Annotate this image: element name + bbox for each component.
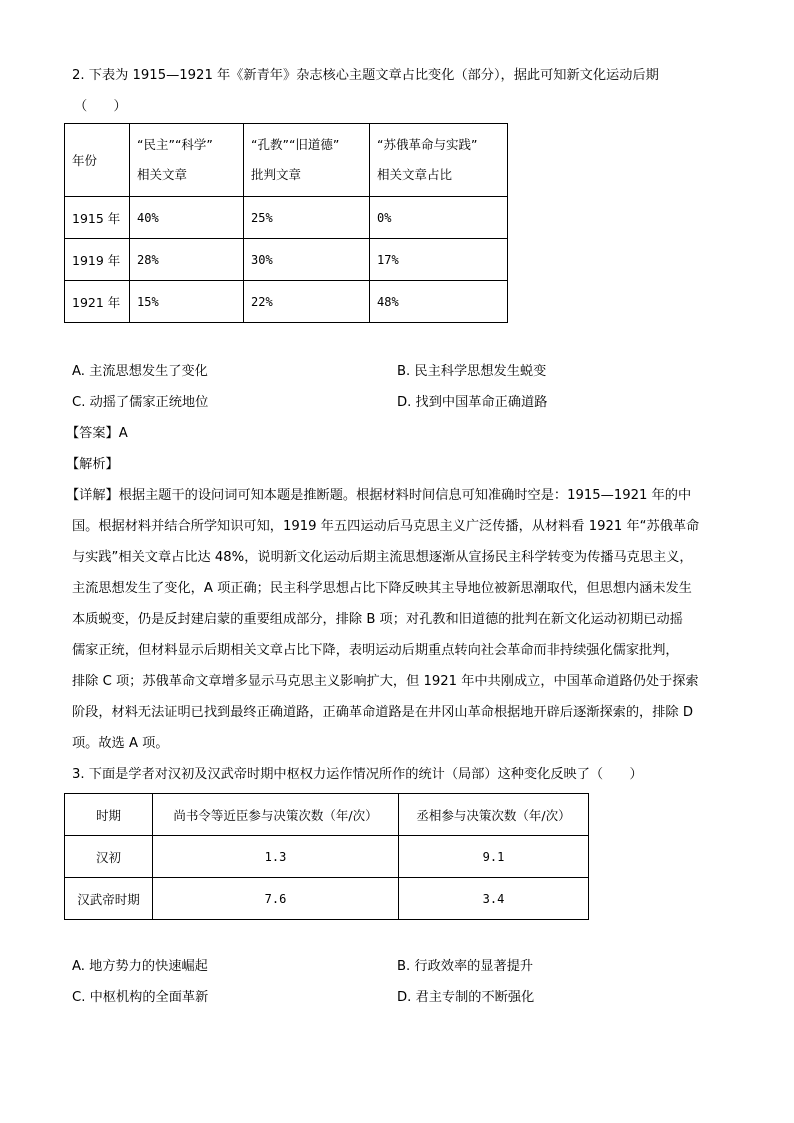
q3-option-b[interactable]: B. 行政效率的显著提升	[397, 959, 534, 974]
header-text: “苏俄革命与实践”	[377, 137, 478, 152]
table-cell: 1915 年	[65, 197, 130, 239]
explanation-line: 与实践”相关文章占比达 48%，说明新文化运动后期主流思想逐渐从宣扬民主科学转变为传播马克思主义，	[72, 550, 693, 565]
header-text: 相关文章	[137, 167, 188, 182]
explanation-line: 主流思想发生了变化，A 项正确；民主科学思想占比下降反映其主导地位被新思潮取代，但思想内涵未发生	[72, 581, 692, 596]
q2-data-table	[64, 123, 508, 323]
explanation-line: 本质蜕变，仍是反封建启蒙的重要组成部分，排除 B 项；对孔教和旧道德的批判在新文化运动初期已动摇	[72, 612, 683, 627]
table-cell: 1919 年	[65, 239, 130, 281]
header-text: 年份	[72, 153, 98, 168]
table-cell: 0%	[370, 197, 508, 239]
table-cell: 48%	[370, 281, 508, 323]
table-cell: 1921 年	[65, 281, 130, 323]
header-cell	[65, 124, 130, 197]
table-cell: 28%	[130, 239, 244, 281]
q3-option-c[interactable]: C. 中枢机构的全面革新	[72, 990, 209, 1005]
table-cell: 30%	[244, 239, 370, 281]
table-cell: 3.4	[399, 878, 589, 920]
q2-option-c[interactable]: C. 动摇了儒家正统地位	[72, 395, 209, 410]
explanation-line: 阶段，材料无法证明已找到最终正确道路，正确革命道路是在井冈山革命根据地开辟后逐渐探索的，排除 D	[72, 705, 693, 720]
header-cell: 丞相参与决策次数（年/次）	[399, 794, 589, 836]
table-cell: 7.6	[153, 878, 399, 920]
q2-option-b[interactable]: B. 民主科学思想发生蜕变	[397, 364, 547, 379]
explanation-line: 国。根据材料并结合所学知识可知，1919 年五四运动后马克思主义广泛传播，从材料看 1921 年“苏俄革命	[72, 519, 700, 534]
table-cell: 汉武帝时期	[65, 878, 153, 920]
table-cell: 1.3	[153, 836, 399, 878]
table-cell: 40%	[130, 197, 244, 239]
table-row	[65, 836, 589, 878]
table-row	[65, 197, 508, 239]
header-text: 相关文章占比	[377, 167, 453, 182]
q2-option-a[interactable]: A. 主流思想发生了变化	[72, 364, 208, 379]
header-cell: 时期	[65, 794, 153, 836]
table-cell: 17%	[370, 239, 508, 281]
table-row	[65, 878, 589, 920]
explanation-line: 【详解】根据主题干的设问词可知本题是推断题。根据材料时间信息可知准确时空是：1915—1921 年的中	[66, 488, 692, 503]
table-row	[65, 239, 508, 281]
explanation-line: 儒家正统，但材料显示后期相关文章占比下降，表明运动后期重点转向社会革命而非持续强化儒家批判，	[72, 643, 679, 658]
q2-answer: 【答案】A	[66, 426, 128, 441]
table-cell: 25%	[244, 197, 370, 239]
header-cell	[244, 124, 370, 197]
table-cell: 汉初	[65, 836, 153, 878]
header-cell	[370, 124, 508, 197]
header-cell	[130, 124, 244, 197]
q3-option-a[interactable]: A. 地方势力的快速崛起	[72, 959, 208, 974]
table-cell: 22%	[244, 281, 370, 323]
q3-option-d[interactable]: D. 君主专制的不断强化	[397, 990, 535, 1005]
q3-data-table	[64, 793, 589, 920]
q2-option-d[interactable]: D. 找到中国革命正确道路	[397, 395, 548, 410]
header-text: “孔教”“旧道德”	[251, 137, 340, 152]
q2-stem-line2: （ ）	[74, 99, 127, 114]
explanation-line: 项。故选 A 项。	[72, 736, 169, 751]
table-header-row	[65, 124, 508, 197]
q3-stem: 3. 下面是学者对汉初及汉武帝时期中枢权力运作情况所作的统计（局部）这种变化反映了（ ）	[72, 767, 643, 782]
header-text: 批判文章	[251, 167, 302, 182]
header-text: “民主”“科学”	[137, 137, 213, 152]
explanation-line: 排除 C 项；苏俄革命文章增多显示马克思主义影响扩大，但 1921 年中共刚成立，中国革命道路仍处于探索	[72, 674, 699, 689]
table-cell: 9.1	[399, 836, 589, 878]
table-cell: 15%	[130, 281, 244, 323]
q2-analysis-label: 【解析】	[66, 457, 119, 472]
header-cell: 尚书令等近臣参与决策次数（年/次）	[153, 794, 399, 836]
q2-stem-line1: 2. 下表为 1915—1921 年《新青年》杂志核心主题文章占比变化（部分），据此可知新文化运动后期	[72, 68, 659, 83]
table-header-row	[65, 794, 589, 836]
table-row	[65, 281, 508, 323]
